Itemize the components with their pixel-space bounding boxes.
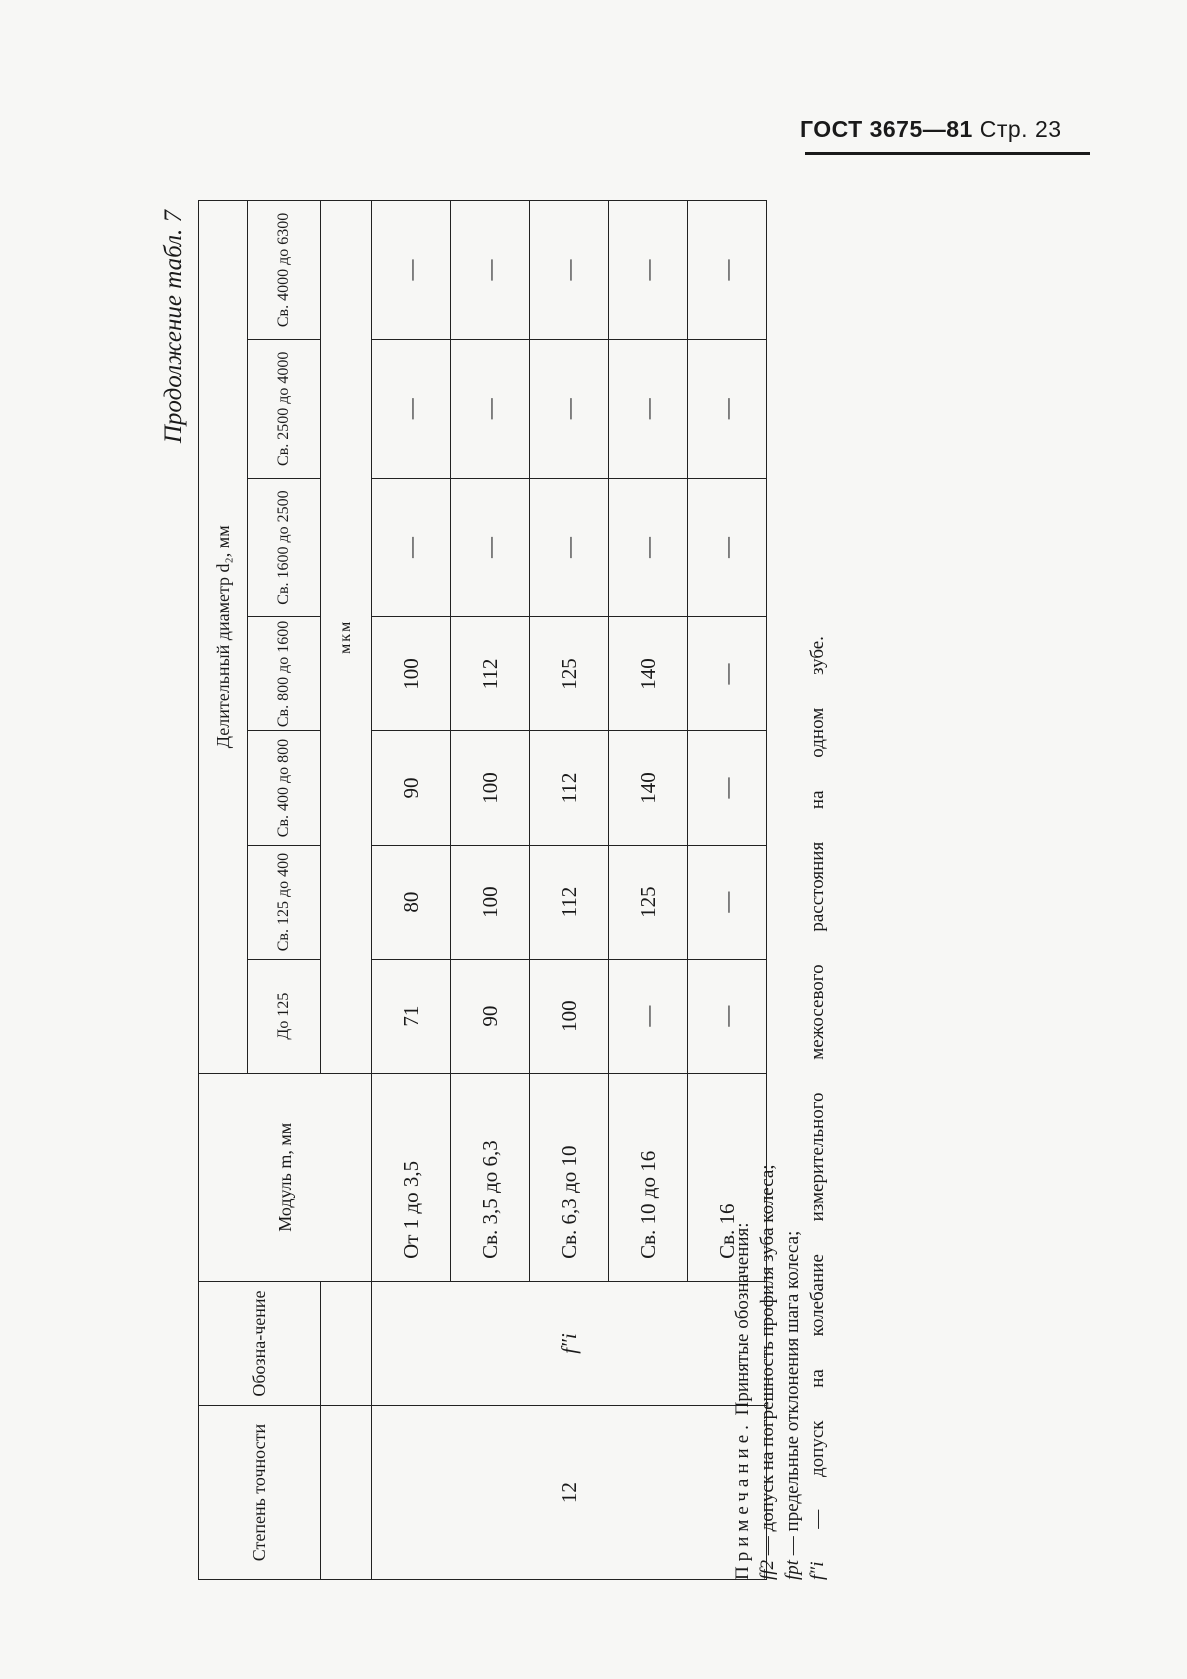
- page-header: [800, 116, 1090, 143]
- value-cell: 140: [609, 617, 688, 731]
- value-cell: —: [609, 339, 688, 478]
- diam-col-header: Св. 125 до 400: [248, 845, 321, 959]
- value-cell: 100: [530, 959, 609, 1073]
- module-cell: Св. 16: [688, 1073, 767, 1281]
- rotated-page-content: [160, 200, 828, 1580]
- value-cell: —: [609, 959, 688, 1073]
- value-cell: —: [688, 845, 767, 959]
- document-code: ГОСТ 3675—81: [800, 116, 973, 142]
- col-symbol-header: Обозна-чение: [199, 1281, 321, 1405]
- value-cell: —: [530, 201, 609, 340]
- value-cell: —: [688, 617, 767, 731]
- module-cell: Св. 6,3 до 10: [530, 1073, 609, 1281]
- value-cell: —: [451, 201, 530, 340]
- symbol-cell: f″i: [372, 1281, 767, 1405]
- value-cell: 125: [530, 617, 609, 731]
- value-cell: 90: [372, 731, 451, 845]
- value-cell: —: [372, 339, 451, 478]
- header-rule: [805, 152, 1090, 155]
- value-cell: 112: [451, 617, 530, 731]
- value-cell: —: [688, 478, 767, 617]
- note-item: [755, 200, 780, 1580]
- col-degree-header: Степень точности: [199, 1406, 321, 1580]
- note-symbol: f″i: [807, 1561, 828, 1580]
- diam-col-header: До 125: [248, 959, 321, 1073]
- value-cell: —: [688, 731, 767, 845]
- diam-col-header: Св. 400 до 800: [248, 731, 321, 845]
- value-cell: —: [609, 478, 688, 617]
- module-cell: Св. 10 до 16: [609, 1073, 688, 1281]
- diam-col-header: Св. 1600 до 2500: [248, 478, 321, 617]
- note-text: — допуск на погрешность профиля зуба колеса;: [757, 1164, 778, 1556]
- note-item: [780, 200, 805, 1580]
- empty-cell: [321, 1281, 372, 1405]
- degree-cell: 12: [372, 1406, 767, 1580]
- table-caption: Продолжение табл. 7: [160, 210, 187, 444]
- module-cell: От 1 до 3,5: [372, 1073, 451, 1281]
- table-row: [372, 201, 451, 1580]
- notes-intro-text: Принятые обозначения:: [732, 1222, 753, 1416]
- value-cell: —: [530, 339, 609, 478]
- value-cell: —: [688, 201, 767, 340]
- value-cell: 100: [451, 845, 530, 959]
- value-cell: 100: [451, 731, 530, 845]
- diam-col-header: Св. 800 до 1600: [248, 617, 321, 731]
- page-number: Стр. 23: [979, 116, 1062, 142]
- value-cell: 112: [530, 731, 609, 845]
- unit-label: мкм: [321, 201, 372, 1074]
- module-cell: Св. 3,5 до 6,3: [451, 1073, 530, 1281]
- value-cell: —: [451, 478, 530, 617]
- notes-block: [730, 200, 830, 1580]
- value-cell: —: [688, 959, 767, 1073]
- diam-col-header: Св. 4000 до 6300: [248, 201, 321, 340]
- value-cell: —: [609, 201, 688, 340]
- notes-title: Примечание.: [732, 1420, 753, 1580]
- note-symbol: ff2: [757, 1559, 778, 1580]
- value-cell: 112: [530, 845, 609, 959]
- value-cell: —: [372, 478, 451, 617]
- value-cell: 140: [609, 731, 688, 845]
- value-cell: 71: [372, 959, 451, 1073]
- tolerance-table: [198, 200, 767, 1580]
- note-text: — предельные отклонения шага колеса;: [782, 1230, 803, 1556]
- value-cell: 100: [372, 617, 451, 731]
- note-item: [805, 200, 830, 1580]
- diameter-group-header: Делительный диаметр d₂, мм: [199, 201, 248, 1074]
- value-cell: 80: [372, 845, 451, 959]
- col-module-header: Модуль m, мм: [199, 1073, 372, 1281]
- value-cell: —: [530, 478, 609, 617]
- value-cell: —: [372, 201, 451, 340]
- value-cell: 90: [451, 959, 530, 1073]
- note-symbol: fpt: [782, 1559, 803, 1580]
- empty-cell: [321, 1406, 372, 1580]
- diam-col-header: Св. 2500 до 4000: [248, 339, 321, 478]
- note-text: — допуск на колебание измерительного межосевого расстояния на одном зубе.: [807, 636, 828, 1529]
- notes-intro: [730, 200, 755, 1580]
- value-cell: 125: [609, 845, 688, 959]
- value-cell: —: [688, 339, 767, 478]
- value-cell: —: [451, 339, 530, 478]
